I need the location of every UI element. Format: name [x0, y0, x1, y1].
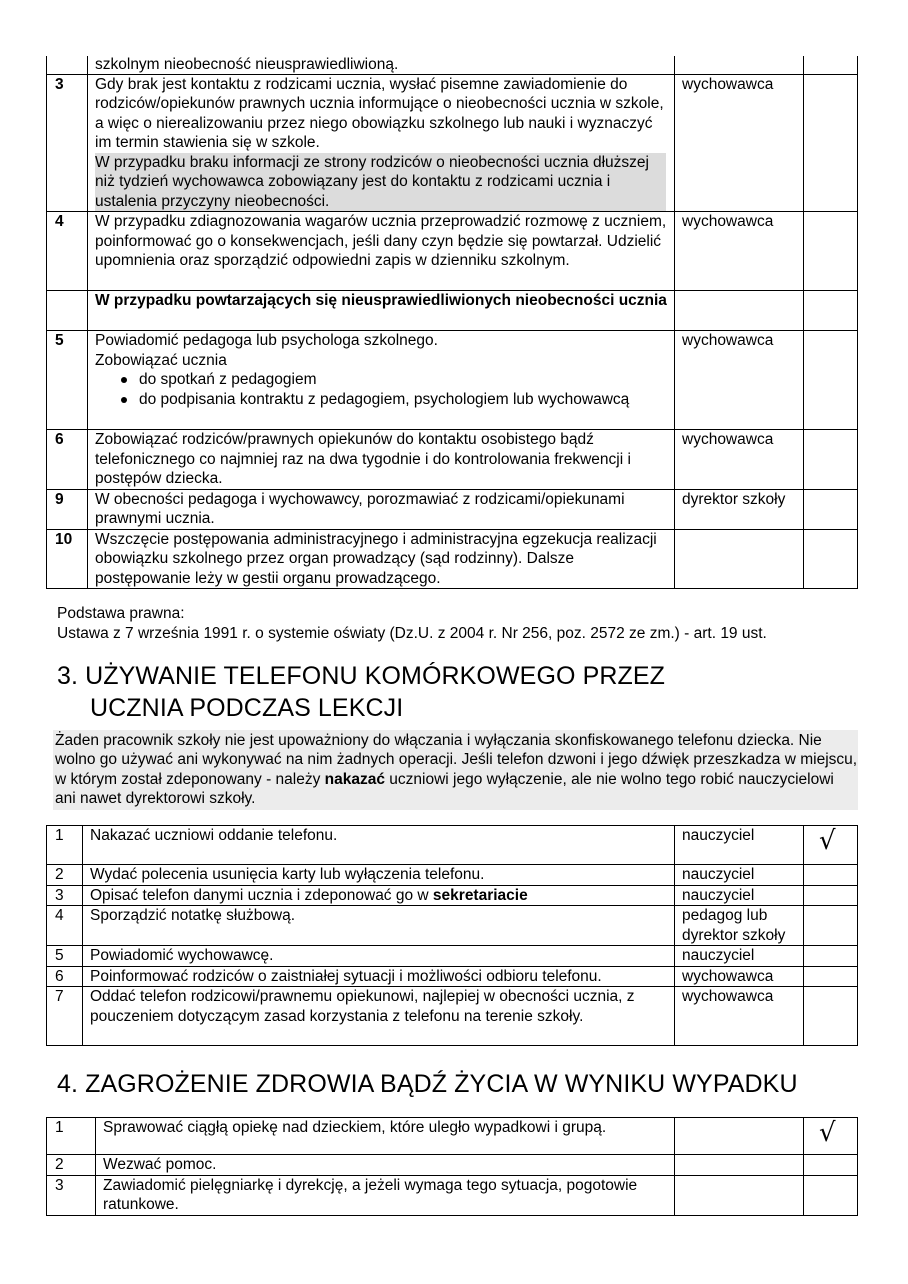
row-text: Nakazać uczniowi oddanie telefonu. [83, 826, 675, 865]
row-number: 5 [47, 331, 88, 430]
table-row [47, 1175, 858, 1215]
checkmark-icon: √ [819, 1118, 836, 1148]
row-number [47, 56, 88, 74]
row-responsible: nauczyciel [675, 946, 804, 967]
row-check [804, 1175, 858, 1215]
row-check [804, 291, 858, 331]
row-number: 1 [47, 1118, 96, 1155]
row-number: 2 [47, 1155, 96, 1176]
row-number [47, 291, 88, 331]
row-responsible: wychowawca [675, 74, 804, 212]
table-row [47, 74, 858, 212]
table-row [47, 331, 858, 430]
row-check [804, 865, 858, 886]
row-check [804, 885, 858, 906]
phone-procedure-table [46, 825, 858, 1046]
row-text: Wezwać pomoc. [96, 1155, 675, 1176]
row-text: Poinformować rodziców o zaistniałej sytuacji i możliwości odbioru telefonu. [83, 966, 675, 987]
bullet-list [95, 370, 668, 409]
row-responsible: wychowawca [675, 966, 804, 987]
row-number: 6 [47, 966, 83, 987]
table-row [47, 529, 858, 589]
list-item: do podpisania kontraktu z pedagogiem, psychologiem lub wychowawcą [139, 390, 668, 410]
row-text: Wydać polecenia usunięcia karty lub wyłączenia telefonu. [83, 865, 675, 886]
table-row [47, 987, 858, 1046]
row-text-main: Powiadomić pedagoga lub psychologa szkolnego. [95, 332, 438, 349]
row-number: 7 [47, 987, 83, 1046]
row-text: W obecności pedagoga i wychowawcy, porozmawiać z rodzicami/opiekunami prawnymi ucznia. [88, 489, 675, 529]
row-check [804, 212, 858, 291]
row-text: Sporządzić notatkę służbową. [83, 906, 675, 946]
row-check [804, 826, 858, 865]
table-row [47, 906, 858, 946]
row-responsible: pedagog lub dyrektor szkoły [675, 906, 804, 946]
legal-basis [57, 604, 767, 644]
row-check [804, 966, 858, 987]
row-text-secondary: Zobowiązać ucznia [95, 351, 227, 369]
row-responsible [675, 1175, 804, 1215]
emphasis: sekretariacie [432, 886, 528, 904]
row-check [804, 946, 858, 967]
row-number: 9 [47, 489, 88, 529]
highlighted-note: W przypadku braku informacji ze strony rodziców o nieobecności ucznia dłuższej niż tydzień wychowawca zobowiązany jest do kontaktu z rodzicami ucznia i ustalenia przyczyny nieobecności. [95, 153, 666, 212]
section-heading [57, 660, 665, 724]
table-row [47, 212, 858, 291]
list-item: do spotkań z pedagogiem [139, 370, 668, 390]
row-check [804, 331, 858, 430]
highlighted-note: Żaden pracownik szkoły nie jest upoważniony do włączania i wyłączania skonfiskowanego telefonu dziecka. Nie wolno go używać ani wykonywać na nim żadnych operacji. Jeśli telefon dzwoni i jego dźwięk przeszkadza w miejscu, w którym został zdeponowany - należy nakazać uczniowi jego wyłączenie, ale nie wolno tego robić nauczycielowi ani nawet dyrektorowi szkoły. [53, 730, 858, 810]
row-text: Wszczęcie postępowania administracyjnego i administracyjna egzekucja realizacji obowiązku szkolnego przez organ prowadzący (sąd rodzinny). Dalsze postępowanie leży w gestii organu prowadzącego. [88, 529, 675, 589]
row-number: 3 [47, 1175, 96, 1215]
row-check [804, 430, 858, 490]
row-text [88, 74, 675, 212]
row-number: 4 [47, 906, 83, 946]
row-check [804, 1118, 858, 1155]
row-responsible: wychowawca [675, 987, 804, 1046]
row-responsible [675, 1118, 804, 1155]
row-responsible [675, 56, 804, 74]
row-text: Opisać telefon danymi ucznia i zdeponować go w sekretariacie [83, 885, 675, 906]
row-responsible: dyrektor szkoły [675, 489, 804, 529]
table-row [47, 56, 858, 74]
table-row [47, 826, 858, 865]
row-number: 2 [47, 865, 83, 886]
row-number: 10 [47, 529, 88, 589]
row-number: 6 [47, 430, 88, 490]
row-responsible [675, 291, 804, 331]
row-responsible: nauczyciel [675, 865, 804, 886]
row-subheading: W przypadku powtarzających się nieusprawiedliwionych nieobecności ucznia [88, 291, 675, 331]
row-text-main: Gdy brak jest kontaktu z rodzicami ucznia, wysłać pisemne zawiadomienie do rodziców/opiekunów prawnych ucznia informujące o nieobecności ucznia w szkole, a więc o nierealizowaniu przez niego obowiązku szkolnego lub nauki i wyznaczyć im termin stawienia się w szkole. [95, 75, 664, 151]
row-text: Oddać telefon rodzicowi/prawnemu opiekunowi, najlepiej w obecności ucznia, z pouczeniem dotyczącym zasad korzystania z telefonu na terenie szkoły. [83, 987, 675, 1046]
row-check [804, 1155, 858, 1176]
bullet-icon [121, 377, 127, 383]
row-text: Powiadomić wychowawcę. [83, 946, 675, 967]
row-responsible [675, 529, 804, 589]
table-row [47, 1118, 858, 1155]
row-text: szkolnym nieobecność nieusprawiedliwioną. [88, 56, 675, 74]
table-row [47, 885, 858, 906]
section-heading-line1: 4. ZAGROŻENIE ZDROWIA BĄDŹ ŻYCIA W WYNIKU WYPADKU [57, 1070, 798, 1098]
table-row [47, 865, 858, 886]
row-number: 4 [47, 212, 88, 291]
row-text: Zawiadomić pielęgniarkę i dyrekcję, a jeżeli wymaga tego sytuacja, pogotowie ratunkowe. [96, 1175, 675, 1215]
table-row [47, 946, 858, 967]
row-responsible: nauczyciel [675, 826, 804, 865]
accident-procedure-table [46, 1117, 858, 1216]
table-row [47, 430, 858, 490]
attendance-procedure-table [46, 56, 858, 589]
section-heading [57, 1068, 798, 1100]
table-row [47, 966, 858, 987]
row-number: 5 [47, 946, 83, 967]
table-row [47, 1155, 858, 1176]
row-number: 3 [47, 885, 83, 906]
row-text: W przypadku zdiagnozowania wagarów ucznia przeprowadzić rozmowę z uczniem, poinformować go o konsekwencjach, jeśli dany czyn będzie się powtarzał. Udzielić upomnienia oraz sporządzić odpowiedni zapis w dzienniku szkolnym. [88, 212, 675, 291]
row-text: Zobowiązać rodziców/prawnych opiekunów do kontaktu osobistego bądź telefonicznego co najmniej raz na dwa tygodnie i do kontrolowania frekwencji i postępów dziecka. [88, 430, 675, 490]
row-check [804, 74, 858, 212]
row-text: Sprawować ciągłą opiekę nad dzieckiem, które uległo wypadkowi i grupą. [96, 1118, 675, 1155]
row-check [804, 987, 858, 1046]
row-text [88, 331, 675, 430]
row-check [804, 56, 858, 74]
section-heading-line2: UCZNIA PODCZAS LEKCJI [90, 694, 404, 722]
row-responsible [675, 1155, 804, 1176]
row-check [804, 529, 858, 589]
table-row [47, 291, 858, 331]
emphasis: nakazać [324, 770, 385, 788]
section-heading-line1: 3. UŻYWANIE TELEFONU KOMÓRKOWEGO PRZEZ [57, 662, 666, 690]
row-check [804, 489, 858, 529]
row-responsible: wychowawca [675, 331, 804, 430]
row-check [804, 906, 858, 946]
row-responsible: wychowawca [675, 430, 804, 490]
legal-basis-label: Podstawa prawna: [57, 605, 185, 622]
bullet-icon [121, 397, 127, 403]
checkmark-icon: √ [819, 826, 836, 856]
row-number: 3 [47, 74, 88, 212]
row-responsible: wychowawca [675, 212, 804, 291]
table-row [47, 489, 858, 529]
legal-basis-text: Ustawa z 7 września 1991 r. o systemie oświaty (Dz.U. z 2004 r. Nr 256, poz. 2572 ze zm.) - art. 19 ust. [57, 625, 767, 642]
row-responsible: nauczyciel [675, 885, 804, 906]
row-number: 1 [47, 826, 83, 865]
